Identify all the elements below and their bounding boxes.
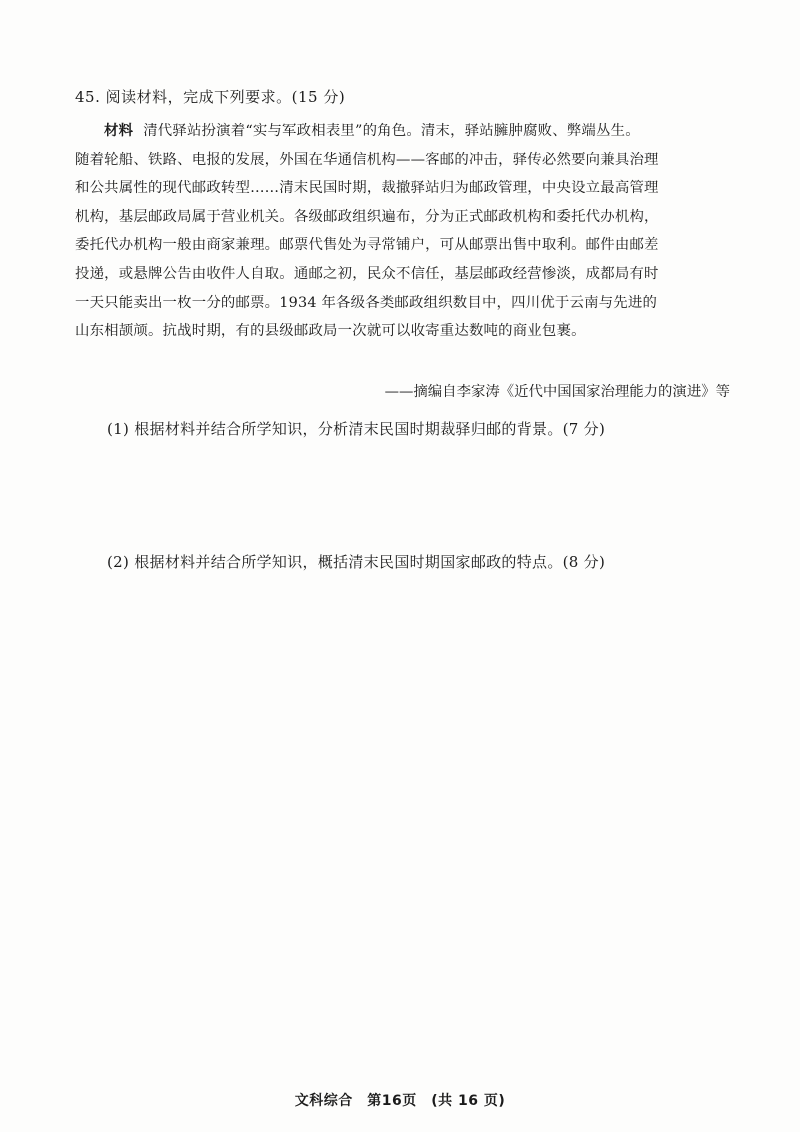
question-title: 45. 阅读材料，完成下列要求。(15 分)	[75, 88, 346, 106]
material-line-text: 清代驿站扮演着“实与军政相表里”的角色。清末，驿站臃肿腐败、弊端丛生。	[143, 123, 640, 139]
subquestion-1: (1) 根据材料并结合所学知识，分析清末民国时期裁驿归邮的背景。(7 分)	[107, 420, 606, 438]
material-passage	[75, 117, 737, 346]
material-line: 委托代办机构一般由商家兼理。邮票代售处为寻常铺户，可从邮票出售中取利。邮件由邮差	[75, 237, 659, 254]
material-line: 一天只能卖出一枚一分的邮票。1934 年各级各类邮政组织数目中，四川优于云南与先进的	[75, 294, 658, 311]
page-footer: 文科综合 第16页 (共 16 页)	[294, 1093, 506, 1109]
material-line: 随着轮船、铁路、电报的发展，外国在华通信机构——客邮的冲击，驿传必然要向兼具治理	[75, 151, 659, 168]
material-line: 投递，或悬牌公告由收件人自取。通邮之初，民众不信任，基层邮政经营惨淡，成都局有时	[75, 265, 659, 282]
material-line: 和公共属性的现代邮政转型……清末民国时期，裁撤驿站归为邮政管理，中央设立最高管理	[75, 180, 659, 197]
material-source: ——摘编自李家涛《近代中国国家治理能力的演进》等	[384, 384, 730, 400]
material-line	[75, 117, 737, 146]
subquestion-2: (2) 根据材料并结合所学知识，概括清末民国时期国家邮政的特点。(8 分)	[107, 553, 606, 571]
material-label: 材料	[104, 123, 134, 139]
material-line: 机构，基层邮政局属于营业机关。各级邮政组织遍布，分为正式邮政机构和委托代办机构，	[75, 208, 659, 225]
material-line: 山东相颉颃。抗战时期，有的县级邮政局一次就可以收寄重达数吨的商业包裹。	[75, 323, 586, 340]
